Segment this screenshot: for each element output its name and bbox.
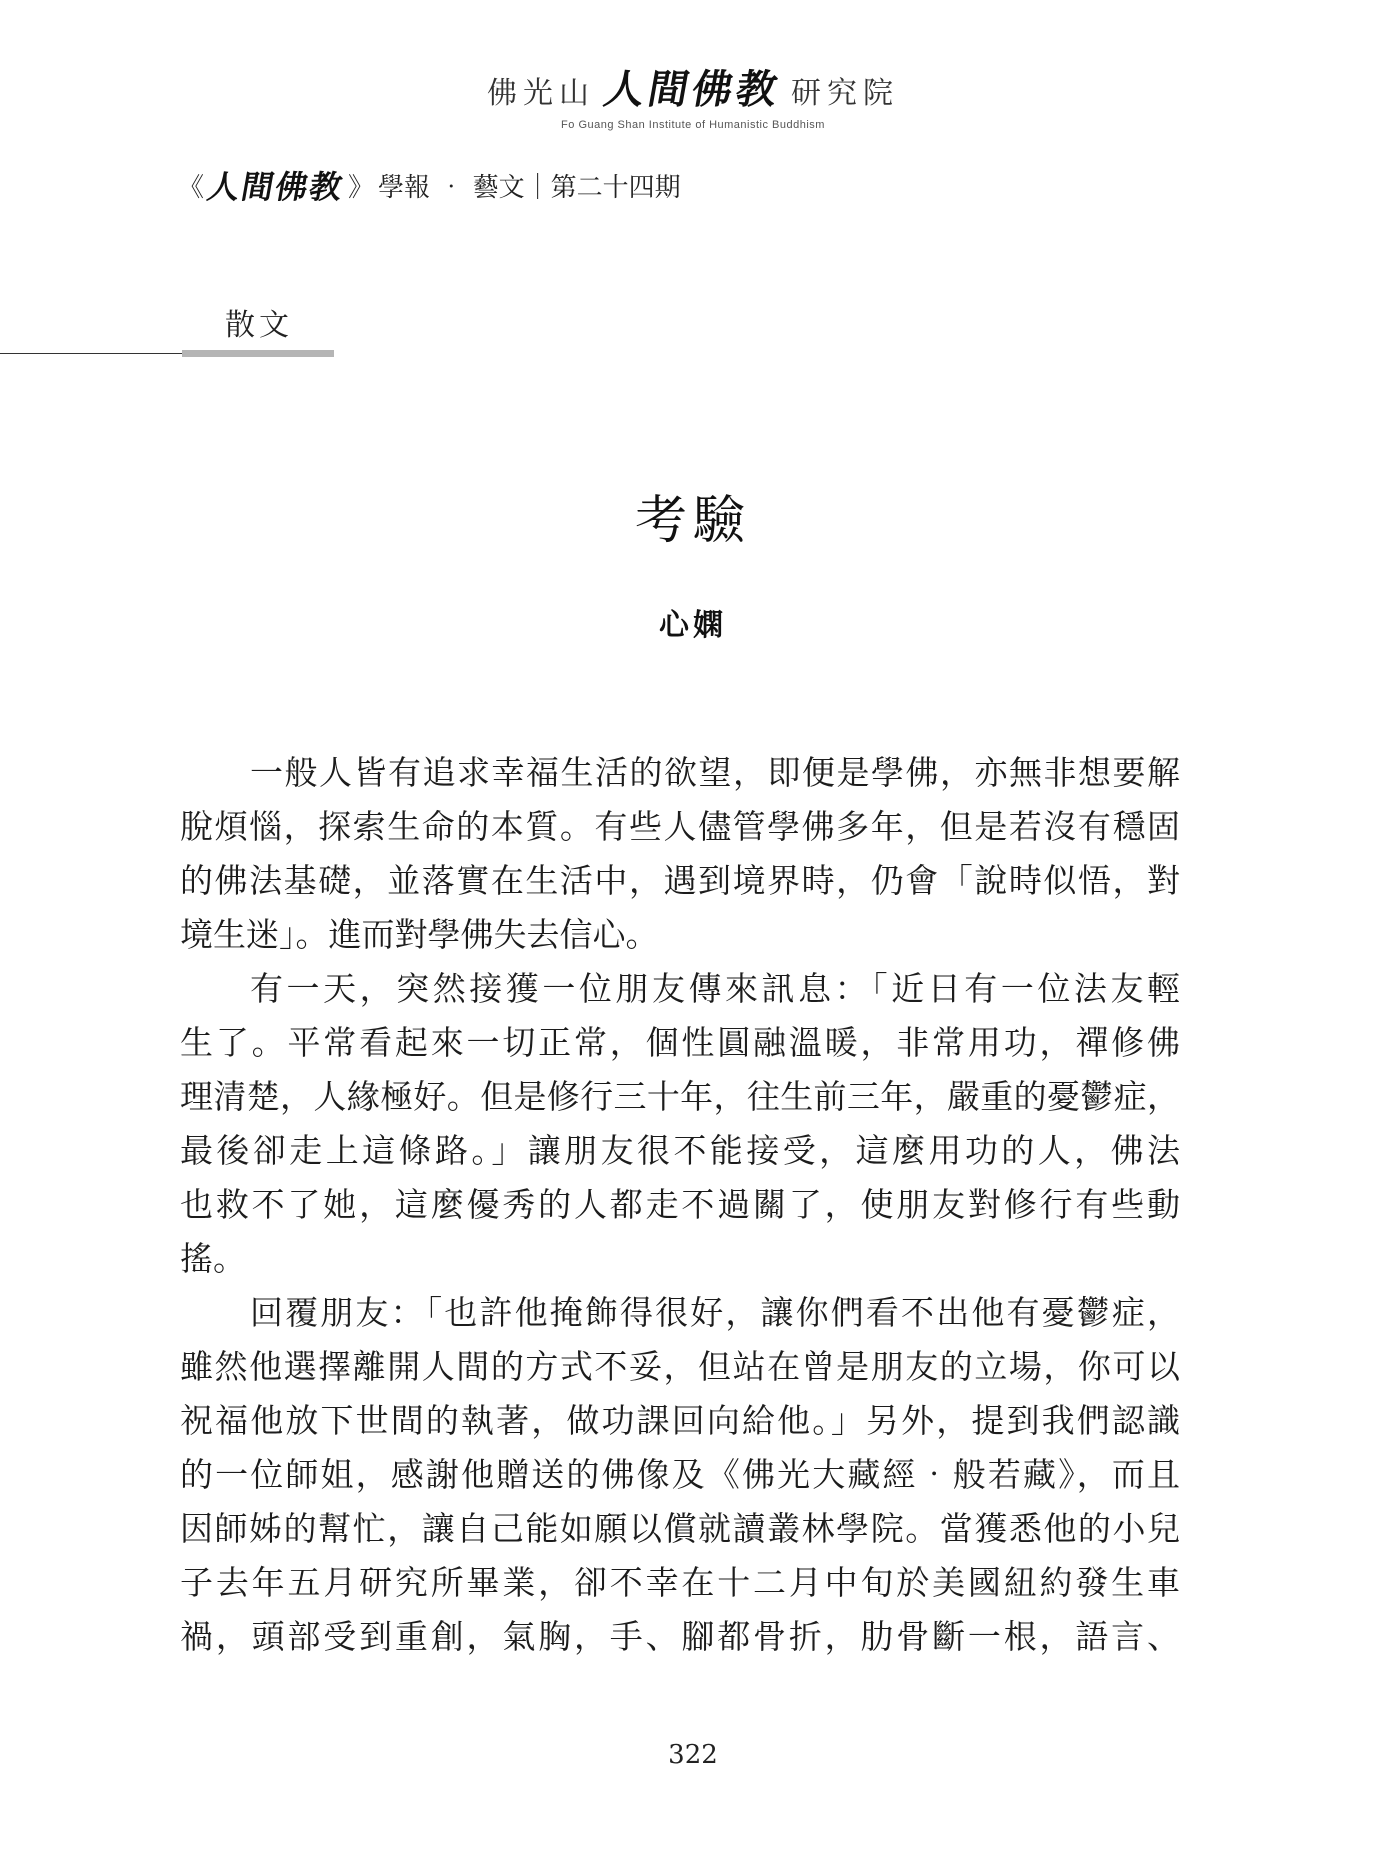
masthead	[0, 58, 1386, 131]
masthead-suffix: 研究院	[791, 76, 899, 111]
body-line: 回覆朋友：「也許他掩飾得很好，讓你們看不出他有憂鬱症，	[250, 1293, 1180, 1332]
body-line: 的一位師姐，感謝他贈送的佛像及《佛光大藏經‧般若藏》，而且	[180, 1455, 1180, 1494]
page-number: 322	[668, 1740, 718, 1770]
body-line: 理清楚，人緣極好。但是修行三十年，往生前三年，嚴重的憂鬱症，	[180, 1077, 1180, 1116]
body-line: 也救不了她，這麼優秀的人都走不過關了，使朋友對修行有些動	[180, 1185, 1180, 1224]
article-author: 心嫻	[659, 608, 727, 643]
article-body	[180, 746, 1180, 1664]
masthead-prefix: 佛光山	[487, 76, 595, 111]
running-head-rest: 學報 ‧ 藝文｜第二十四期	[378, 172, 681, 203]
body-line: 一般人皆有追求幸福生活的欲望，即便是學佛，亦無非想要解	[250, 753, 1180, 792]
section-rule-accent	[182, 350, 334, 357]
paragraph-1	[180, 746, 1180, 962]
body-line: 有一天，突然接獲一位朋友傳來訊息：「近日有一位法友輕	[250, 969, 1180, 1008]
running-head-close: 》	[348, 172, 375, 203]
body-line: 搖。	[180, 1239, 246, 1278]
running-head-brand: 人間佛教	[204, 168, 348, 206]
paragraph-3	[180, 1286, 1180, 1664]
body-line: 雖然他選擇離開人間的方式不妥，但站在曾是朋友的立場，你可以	[180, 1347, 1180, 1386]
article-title: 考驗	[634, 491, 751, 551]
body-line: 因師姊的幫忙，讓自己能如願以償就讀叢林學院。當獲悉他的小兒	[180, 1509, 1180, 1548]
body-line: 禍，頭部受到重創，氣胸，手、腳都骨折，肋骨斷一根，語言、	[180, 1617, 1180, 1656]
masthead-logo	[487, 58, 899, 115]
running-head-open: 《	[178, 172, 205, 203]
masthead-brand: 人間佛教	[600, 67, 785, 113]
masthead-english: Fo Guang Shan Institute of Humanistic Buddhism	[561, 119, 825, 131]
paragraph-2	[180, 962, 1180, 1286]
body-line: 最後卻走上這條路。」讓朋友很不能接受，這麼用功的人，佛法	[180, 1131, 1180, 1170]
body-line: 境生迷」。進而對學佛失去信心。	[180, 915, 659, 954]
body-line: 脫煩惱，探索生命的本質。有些人儘管學佛多年，但是若沒有穩固	[180, 807, 1180, 846]
body-line: 的佛法基礎，並落實在生活中，遇到境界時，仍會「說時似悟，對	[180, 861, 1180, 900]
body-line: 子去年五月研究所畢業，卻不幸在十二月中旬於美國紐約發生車	[180, 1563, 1180, 1602]
section-label: 散文	[225, 308, 293, 343]
body-line: 祝福他放下世間的執著，做功課回向給他。」另外，提到我們認識	[180, 1401, 1180, 1440]
running-head	[178, 162, 681, 208]
body-line: 生了。平常看起來一切正常，個性圓融溫暖，非常用功，禪修佛	[180, 1023, 1180, 1062]
